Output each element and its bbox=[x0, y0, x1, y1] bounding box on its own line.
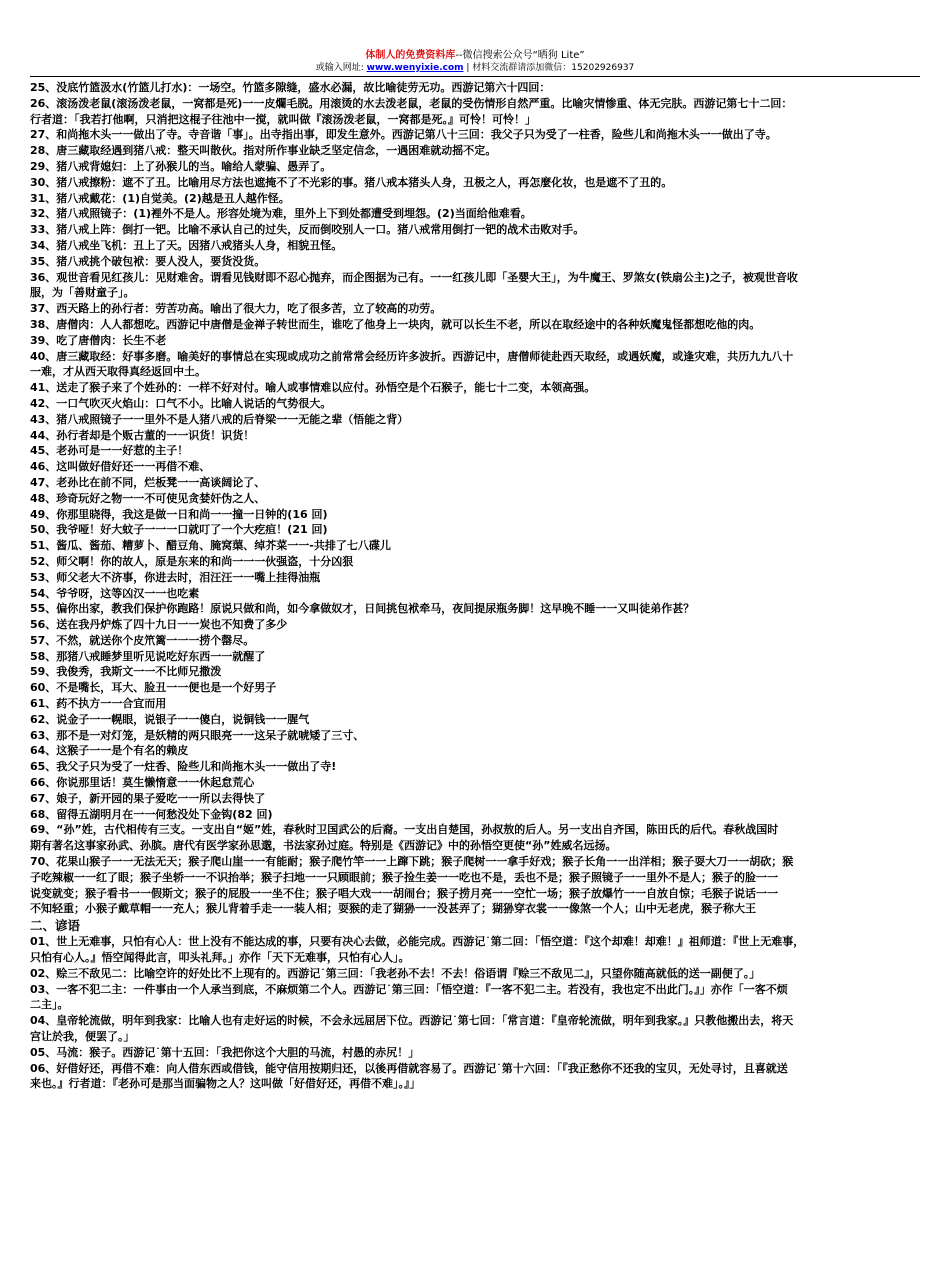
text-line: 42、一口气吹灭火焰山：口气不小。比喻人说话的气势很大。 bbox=[30, 396, 332, 410]
text-line: 27、和尚拖木头一一做出了寺。寺音谐「事」。出寺指出事，即发生意外。西游记第八十三回：我父子只为受了一柱香，险些儿和尚拖木头一一做出了寺。 bbox=[30, 128, 777, 142]
text-line: 40、唐三藏取经：好事多磨。喻美好的事情总在实现或成功之前常常会经历许多波折。西游记中，唐僧师徒赴西天取经，或遇妖魔，或逢灾难，共历九九八十 bbox=[30, 349, 794, 363]
text-line: 37、西天路上的孙行者：劳苦功高。喻出了很大力，吃了很多苦，立了较高的功劳。 bbox=[30, 302, 442, 316]
header-divider bbox=[30, 76, 920, 77]
text-line: 25、没底竹篮汲水(竹篮儿打水)：一场空。竹篮多隙缝，盛水必漏，故比喻徒劳无功。西游记第六十四回： bbox=[30, 81, 551, 94]
yanyu-list bbox=[30, 934, 920, 1092]
text-line: 34、猪八戒坐飞机：丑上了天。因猪八戒猪头人身，相貌丑怪。 bbox=[30, 238, 343, 252]
text-line: 49、你那里晓得，我这是做一日和尚一一撞一日钟的(16 回) bbox=[30, 507, 328, 521]
text-line: 06、好借好还，再借不难：向人借东西或借钱，能守信用按期归还，以後再借就容易了。西游记˙第十六回：「『我正愁你不还我的宝贝，无处寻讨，且喜就送 bbox=[30, 1061, 788, 1075]
document-body bbox=[30, 80, 920, 1092]
text-line: 54、爷爷呀，这等凶汉一一也吃素 bbox=[30, 586, 200, 600]
text-line: 57、不然，就送你个皮笊篱一一一捞个罄尽。 bbox=[30, 633, 255, 647]
header-url-line bbox=[0, 62, 950, 74]
text-line: 44、孙行者却是个贩古董的一一识货！识货！ bbox=[30, 428, 255, 442]
header-title-suffix: --微信搜索公众号“晒狗 Lite” bbox=[455, 50, 585, 61]
text-line: 二主」。 bbox=[30, 998, 69, 1012]
text-line: 65、我父子只为受了一炷香、险些儿和尚拖木头一一做出了寺! bbox=[30, 760, 337, 774]
text-line: 28、唐三藏取经遇到猪八戒：整天叫散伙。指对所作事业缺乏坚定信念，一遇困难就动摇不定。 bbox=[30, 144, 497, 158]
header-url-suffix: | 材料交流群请添加微信：15202926937 bbox=[466, 63, 635, 73]
text-line: 38、唐僧肉：人人都想吃。西游记中唐僧是金禅子转世而生，谁吃了他身上一块肉，就可以长生不老，所以在取经途中的各种妖魔鬼怪都想吃他的肉。 bbox=[30, 317, 761, 331]
text-line: 56、送在我丹炉炼了四十九日一一炭也不知费了多少 bbox=[30, 618, 288, 632]
text-line: 53、师父老大不济事，你进去时，泪汪汪一一嘴上挂得油瓶 bbox=[30, 570, 321, 584]
text-line: 宫让於我，便罢了。」 bbox=[30, 1030, 135, 1044]
page-header bbox=[0, 49, 950, 74]
text-line: 35、猪八戒挑个破包袱：要人没人，要货没货。 bbox=[30, 254, 266, 268]
text-line: 41、送走了猴子来了个姓孙的：一样不好对付。喻人或事情难以应付。孙悟空是个石猴子，能七十二变，本领高强。 bbox=[30, 381, 596, 395]
text-line: 不知轻重；小猴子戴草帽一一充人；猴儿背着手走一一装人相；耍猴的走了猢狲一一没甚弄了；猢狲穿衣裳一一像煞一个人；山中无老虎，猴子称大王 bbox=[30, 902, 756, 916]
text-line: 58、那猪八戒睡梦里听见说吃好东西一一就醒了 bbox=[30, 649, 266, 663]
text-line: 46、这叫做好借好还一一再借不难、 bbox=[30, 460, 211, 474]
text-line: 45、老孙可是一一好惹的主子！ bbox=[30, 444, 189, 458]
text-line: 来也。』行者道：『老孙可是那当面骗物之人？这叫做「好借好还，再借不难」。』」 bbox=[30, 1077, 421, 1091]
text-line: 63、那不是一对灯笼，是妖精的两只眼亮一一这呆子就唬矮了三寸、 bbox=[30, 728, 365, 742]
text-line: 43、猪八戒照镜子一一里外不是人猪八戒的后脊梁一一无能之辈（悟能之背） bbox=[30, 412, 409, 426]
text-line: 62、说金子一一幌眼，说银子一一傻白，说铜钱一一腥气 bbox=[30, 712, 310, 726]
section-heading-yanyu: 二、谚语 bbox=[30, 918, 81, 934]
text-line: 55、偏你出家，教我们保护你跑路！原说只做和尚，如今拿做奴才，日间挑包袱牵马，夜间提尿瓶务脚！这早晚不睡一一又叫徒弟作甚？ bbox=[30, 602, 695, 616]
text-line: 服，为「善财童子」。 bbox=[30, 286, 135, 300]
text-line: 67、娘子，新开园的果子爱吃一一所以去得快了 bbox=[30, 791, 266, 805]
text-line: 说变就变；猴子看书一一假斯文；猴子的屁股一一坐不住；猴子唱大戏一一胡闹台；猴子捞月亮一一空忙一场；猴子放爆竹一一自放自惊；毛猴子说话一一 bbox=[30, 886, 778, 900]
text-line: 68、留得五湖明月在一一何愁没处下金钩(82 回) bbox=[30, 807, 273, 821]
text-line: 32、猪八戒照镜子：(1)裡外不是人。形容处境为难，里外上下到处都遭受到埋怨。(2)当面给他难看。 bbox=[30, 207, 532, 221]
text-line: 01、世上无难事，只怕有心人：世上没有不能达成的事，只要有决心去做，必能完成。西游记˙第二回：「悟空道：『这个却难！却难！』祖师道：『世上无难事， bbox=[30, 935, 805, 949]
header-url-link[interactable]: www.wenyixie.com bbox=[366, 63, 464, 73]
header-title: 体制人的免费资料库 bbox=[365, 50, 456, 61]
text-line: 47、老孙比在前不同，烂板凳一一高谈阔论了、 bbox=[30, 475, 266, 489]
text-line: 66、你说那里话！莫生懒惰意一一休起怠荒心 bbox=[30, 776, 255, 790]
text-line: 59、我俊秀，我斯文一一不比师兄撒泼 bbox=[30, 665, 222, 679]
text-line: 02、赊三不敌见二：比喻空许的好处比不上现有的。西游记˙第三回：「我老孙不去！不去！俗语谓『赊三不敌见二』，只望你随高就低的送一副便了。」 bbox=[30, 966, 761, 980]
text-line: 69、“孙”姓，古代相传有三支。一支出自“姬”姓，春秋时卫国武公的后裔。一支出自楚国，孙叔敖的后人。另一支出自齐国，陈田氏的后代。春秋战国时 bbox=[30, 823, 779, 837]
text-line: 05、马流：猴子。西游记˙第十五回：「我把你这个大胆的马流，村愚的赤尻！」 bbox=[30, 1045, 420, 1059]
text-line: 只怕有心人。』悟空闻得此言，叩头礼拜。」亦作「天下无难事，只怕有心人」。 bbox=[30, 951, 410, 965]
text-line: 31、猪八戒戴花：(1)自觉美。(2)越是丑人越作怪。 bbox=[30, 191, 290, 205]
text-line: 36、观世音看见红孩儿：见财难舍。谓看见钱财即不忍心抛弃，而企图据为己有。一一红孩儿即「圣婴大王」，为牛魔王、罗煞女(铁扇公主)之子，被观世音收 bbox=[30, 270, 798, 284]
text-line: 52、师父啊！你的故人，原是东来的和尚一一一伙强盗，十分凶狠 bbox=[30, 554, 354, 568]
text-line: 26、滚汤泼老鼠(滚汤泼老鼠，一窝都是死)一一皮爛毛脱。用滚烫的水去泼老鼠，老鼠的受伤情形自然严重。比喻灾情惨重、体无完肤。西游记第七十二回： bbox=[30, 96, 793, 110]
xiehouyu-list bbox=[30, 80, 920, 917]
text-line: 29、猪八戒背媳妇：上了孙猴儿的当。喻给人蒙骗、愚弄了。 bbox=[30, 159, 332, 173]
text-line: 51、酱瓜、酱茄、糟萝卜、醋豆角、腌窝蕖、绰芥菜一一-共排了七八碟儿 bbox=[30, 539, 391, 553]
text-line: 一难，才从西天取得真经返回中土。 bbox=[30, 365, 206, 379]
text-line: 行者道：「我若打他啊，只消把这棍子往池中一搅，就叫做『滚汤泼老鼠，一窝都是死。』可怜！可怜！」 bbox=[30, 112, 536, 126]
text-line: 03、一客不犯二主：一件事由一个人承当到底，不麻烦第二个人。西游记˙第三回：「悟空道：『一客不犯二主。若没有，我也定不出此门。』」亦作「一客不烦 bbox=[30, 982, 788, 996]
header-url-prefix: 或输入网址: bbox=[315, 63, 364, 73]
text-line: 30、猪八戒擦粉：遮不了丑。比喻用尽方法也遮掩不了不光彩的事。猪八戒本猪头人身，丑极之人，再怎麼化妆，也是遮不了丑的。 bbox=[30, 175, 673, 189]
text-line: 子吃辣椒一一红了眼；猴子坐轿一一不识抬举；猴子扫地一一只顾眼前；猴子捡生姜一一吃也不是，丢也不是；猴子照镜子一一里外不是人；猴子的脸一一 bbox=[30, 870, 778, 884]
text-line: 期有著名这事家孙武、孙膑。唐代有医学家孙思邈，书法家孙过庭。特别是《西游记》中的孙悟空更使“孙”姓威名远扬。 bbox=[30, 839, 617, 853]
text-line: 04、皇帝轮流做，明年到我家：比喻人也有走好运的时候，不会永远屈居下位。西游记˙第七回：「常言道：『皇帝轮流做，明年到我家。』只教他搬出去，将天 bbox=[30, 1014, 794, 1028]
text-line: 70、花果山猴子一一无法无天；猴子爬山崖一一有能耐；猴子爬竹竿一一上蹿下跳；猴子爬树一一拿手好戏；猴子长角一一出洋相；猴子耍大刀一一胡砍；猴 bbox=[30, 855, 794, 869]
text-line: 64、这猴子一一是个有名的赖皮 bbox=[30, 744, 189, 758]
header-title-line bbox=[0, 49, 950, 62]
text-line: 50、我爷哑！好大蚊子一一一口就叮了一个大疙疸！(21 回) bbox=[30, 523, 328, 537]
text-line: 48、珍奇玩好之物一一不可使见贪婪奸伪之人、 bbox=[30, 491, 266, 505]
text-line: 39、吃了唐僧肉：长生不老 bbox=[30, 333, 167, 347]
text-line: 60、不是嘴长，耳大、脸丑一一便也是一个好男子 bbox=[30, 681, 277, 695]
text-line: 33、猪八戒上阵：倒打一钯。比喻不承认自己的过失，反而倒咬别人一口。猪八戒常用倒打一钯的战术击败对手。 bbox=[30, 223, 585, 237]
text-line: 61、药不执方一一合宜而用 bbox=[30, 697, 167, 711]
